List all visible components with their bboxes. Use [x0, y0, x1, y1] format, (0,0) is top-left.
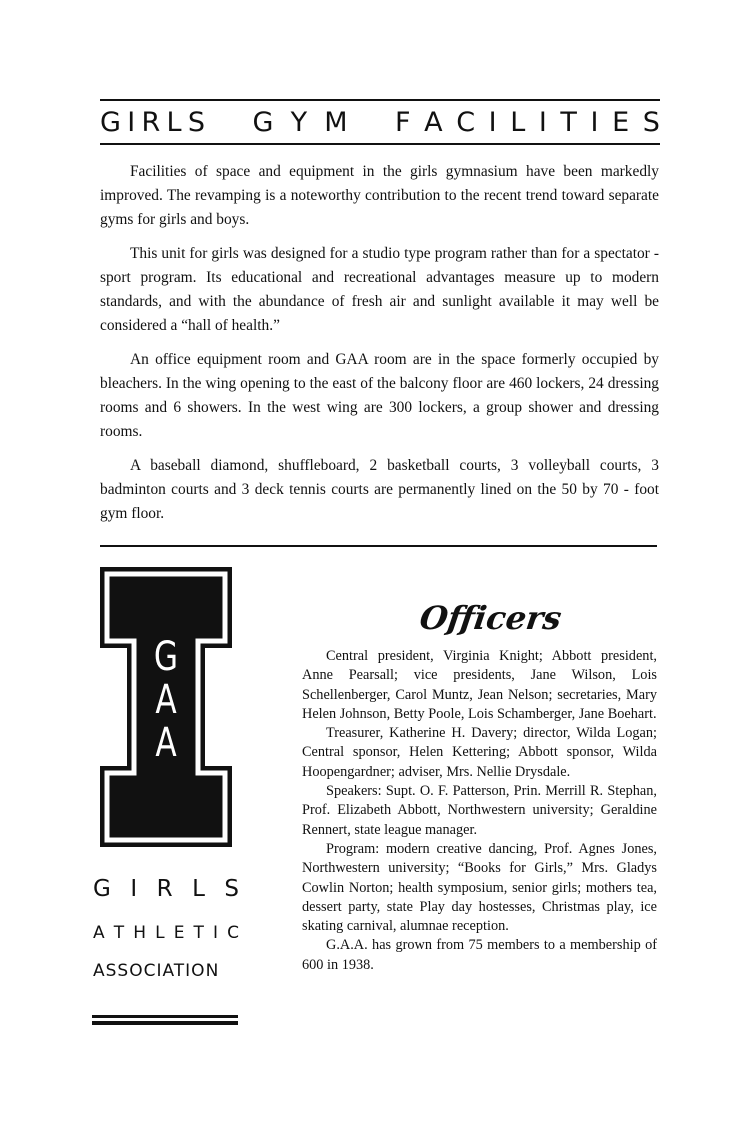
intro-paragraph: A baseball diamond, shuffleboard, 2 basketball courts, 3 volleyball courts, 3 badminton courts and 3 deck tennis courts are permanently lined on the 50 by 70 - foot gym floor.: [100, 457, 659, 522]
spaced-letter: G: [252, 106, 274, 138]
association-line-girls: [93, 874, 239, 904]
officers-paragraph: Central president, Virginia Knight; Abbott president, Anne Pearsall; vice presidents, Jane Wilson, Lois Schellenberger, Carol Muntz, Jean Nelson; secretaries, Mary Helen Johnson, Betty Poole, Lois Schamberger, Jane Boehart.: [302, 648, 657, 722]
emblem-rule-top: [92, 1015, 238, 1018]
officers-paragraph: Program: modern creative dancing, Prof. Agnes Jones, Northwestern university; “Books for Girls,” Mrs. Gladys Cowlin Norton; health symposium, senior girls; mothers tea, dessert party, state Play day hostesses, Christmas play, ice skating carnival, alumnae reception.: [302, 840, 657, 935]
spaced-letter: I: [590, 106, 599, 138]
title-word-facilities: [395, 107, 660, 138]
association-line-association: ASSOCIATION: [93, 961, 220, 981]
officers-paragraph: G.A.A. has grown from 75 members to a membership of 600 in 1938.: [302, 937, 657, 973]
spaced-letter: L: [192, 876, 205, 902]
spaced-letter: I: [127, 106, 136, 138]
spaced-letter: S: [187, 106, 205, 138]
officers-paragraph: Speakers: Supt. O. F. Patterson, Prin. Merrill R. Stephan, Prof. Elizabeth Abbott, Northwestern university; Geraldine Rennert, state league manager.: [302, 783, 657, 838]
spaced-letter: T: [113, 923, 125, 943]
spaced-letter: L: [510, 106, 526, 138]
spaced-letter: S: [642, 106, 660, 138]
spaced-letter: G: [100, 106, 121, 138]
spaced-letter: H: [133, 923, 147, 943]
spaced-letter: T: [560, 106, 577, 138]
spaced-letter: R: [156, 876, 173, 902]
intro-paragraph: Facilities of space and equipment in the girls gymnasium have been markedly improved. The revamping is a noteworthy contribution to the recent trend toward separate gyms for girls and boys.: [100, 163, 659, 228]
spaced-letter: A: [93, 923, 105, 943]
spaced-letter: C: [227, 923, 239, 943]
officers-text: [302, 647, 657, 975]
spaced-letter: I: [488, 106, 497, 138]
spaced-letter: E: [173, 923, 185, 943]
gaa-emblem: [100, 567, 232, 847]
title-word-gym: [253, 107, 348, 138]
emblem-letter-g: G: [153, 634, 179, 680]
spaced-letter: I: [538, 106, 547, 138]
emblem-rule-bottom: [92, 1021, 238, 1025]
emblem-letter-a: A: [155, 677, 177, 723]
spaced-letter: L: [155, 923, 165, 943]
spaced-letter: A: [424, 106, 443, 138]
officers-heading: Officers: [417, 599, 564, 637]
spaced-letter: I: [213, 923, 219, 943]
spaced-letter: F: [395, 106, 411, 138]
intro-paragraph: An office equipment room and GAA room are in the space formerly occupied by bleachers. In the wing opening to the east of the balcony floor are 460 lockers, 24 dressing rooms and 6 showers. In the west wing are 300 lockers, a group shower and dressing rooms.: [100, 351, 659, 440]
section-divider: [100, 545, 657, 547]
association-line-athletic: [93, 921, 239, 945]
spaced-letter: R: [141, 106, 161, 138]
spaced-letter: E: [612, 106, 630, 138]
spaced-letter: C: [456, 106, 476, 138]
spaced-letter: I: [130, 876, 138, 902]
title-word-girls: [100, 107, 205, 138]
spaced-letter: M: [324, 106, 348, 138]
spaced-letter: Y: [290, 106, 308, 138]
officers-paragraph: Treasurer, Katherine H. Davery; director, Wilda Logan; Central sponsor, Helen Kettering; Abbott sponsor, Wilda Hoopengardner; adviser, Mrs. Nellie Drysdale.: [302, 725, 657, 780]
spaced-letter: T: [193, 923, 204, 943]
spaced-letter: G: [93, 876, 111, 902]
title-rule-top: [100, 99, 660, 101]
spaced-letter: S: [224, 876, 239, 902]
title-rule-bottom: [100, 143, 660, 145]
intro-text: [100, 160, 659, 536]
page-title: [100, 103, 660, 141]
intro-paragraph: This unit for girls was designed for a studio type program rather than for a spectator - sport program. Its educational and recreational advantages measure up to modern standards, and with the abundance of fresh air and sunlight available it may well be considered a “hall of health.”: [100, 245, 659, 334]
emblem-letter-a2: A: [155, 720, 177, 766]
spaced-letter: L: [166, 106, 182, 138]
